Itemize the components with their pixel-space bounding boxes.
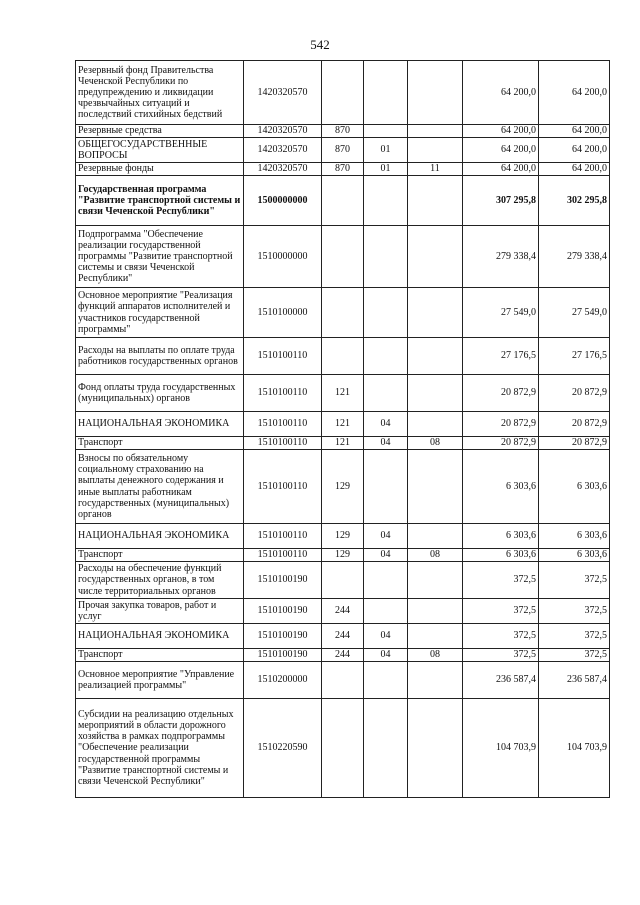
amount-year1-cell: 64 200,0 [463, 138, 539, 163]
section-cell [364, 61, 408, 125]
expense-type-cell [322, 699, 364, 798]
amount-year2-cell: 27 176,5 [539, 338, 610, 375]
expense-type-cell: 244 [322, 649, 364, 662]
section-cell [364, 338, 408, 375]
expense-name-cell: НАЦИОНАЛЬНАЯ ЭКОНОМИКА [76, 412, 244, 437]
table-row [76, 125, 610, 138]
table-row [76, 450, 610, 524]
expense-type-cell: 244 [322, 599, 364, 624]
subsection-cell [408, 662, 463, 699]
subsection-cell [408, 338, 463, 375]
section-cell [364, 226, 408, 288]
section-cell: 04 [364, 437, 408, 450]
section-cell [364, 450, 408, 524]
section-cell: 04 [364, 624, 408, 649]
table-row [76, 662, 610, 699]
target-code-cell: 1500000000 [244, 176, 322, 226]
target-code-cell: 1510100110 [244, 338, 322, 375]
amount-year1-cell: 6 303,6 [463, 549, 539, 562]
subsection-cell [408, 412, 463, 437]
amount-year1-cell: 372,5 [463, 624, 539, 649]
amount-year2-cell: 236 587,4 [539, 662, 610, 699]
table-row [76, 176, 610, 226]
section-cell: 01 [364, 163, 408, 176]
expense-name-cell: Резервный фонд Правительства Чеченской Республики по предупреждению и ликвидации чрезвычайных ситуаций и последствий стихийных бедствий [76, 61, 244, 125]
section-cell: 04 [364, 524, 408, 549]
expense-name-cell: Транспорт [76, 649, 244, 662]
amount-year1-cell: 372,5 [463, 599, 539, 624]
subsection-cell [408, 699, 463, 798]
expense-name-cell: Субсидии на реализацию отдельных мероприятий в области дорожного хозяйства в рамках подпрограммы "Обеспечение реализации государственной программы "Развитие транспортной системы и связи Чеченской Республики" [76, 699, 244, 798]
target-code-cell: 1510100190 [244, 562, 322, 599]
expense-name-cell: Резервные фонды [76, 163, 244, 176]
amount-year2-cell: 20 872,9 [539, 437, 610, 450]
subsection-cell [408, 138, 463, 163]
amount-year2-cell: 27 549,0 [539, 288, 610, 338]
expense-name-cell: Резервные средства [76, 125, 244, 138]
target-code-cell: 1420320570 [244, 125, 322, 138]
section-cell [364, 125, 408, 138]
table-row [76, 61, 610, 125]
amount-year1-cell: 372,5 [463, 562, 539, 599]
expense-name-cell: Основное мероприятие "Управление реализацией программы" [76, 662, 244, 699]
target-code-cell: 1510100110 [244, 549, 322, 562]
amount-year1-cell: 6 303,6 [463, 524, 539, 549]
amount-year2-cell: 6 303,6 [539, 524, 610, 549]
table-row [76, 138, 610, 163]
amount-year2-cell: 302 295,8 [539, 176, 610, 226]
expense-type-cell: 870 [322, 138, 364, 163]
expense-type-cell: 121 [322, 437, 364, 450]
expense-type-cell [322, 562, 364, 599]
target-code-cell: 1510100110 [244, 524, 322, 549]
budget-table [75, 60, 610, 798]
expense-type-cell [322, 338, 364, 375]
expense-name-cell: Взносы по обязательному социальному страхованию на выплаты денежного содержания и иные выплаты работникам государственных (муниципальных) органов [76, 450, 244, 524]
expense-name-cell: Расходы на обеспечение функций государственных органов, в том числе территориальных органов [76, 562, 244, 599]
table-row [76, 163, 610, 176]
subsection-cell [408, 624, 463, 649]
section-cell: 04 [364, 649, 408, 662]
target-code-cell: 1420320570 [244, 61, 322, 125]
section-cell [364, 699, 408, 798]
amount-year2-cell: 6 303,6 [539, 450, 610, 524]
target-code-cell: 1510000000 [244, 226, 322, 288]
target-code-cell: 1420320570 [244, 138, 322, 163]
target-code-cell: 1510100110 [244, 375, 322, 412]
expense-name-cell: НАЦИОНАЛЬНАЯ ЭКОНОМИКА [76, 524, 244, 549]
amount-year1-cell: 236 587,4 [463, 662, 539, 699]
target-code-cell: 1510100000 [244, 288, 322, 338]
table-row [76, 412, 610, 437]
amount-year1-cell: 64 200,0 [463, 61, 539, 125]
expense-name-cell: Государственная программа "Развитие транспортной системы и связи Чеченской Республики" [76, 176, 244, 226]
table-row [76, 226, 610, 288]
table-row [76, 288, 610, 338]
target-code-cell: 1510100110 [244, 437, 322, 450]
subsection-cell: 08 [408, 549, 463, 562]
subsection-cell [408, 288, 463, 338]
expense-name-cell: Основное мероприятие "Реализация функций аппаратов исполнителей и участников государственной программы" [76, 288, 244, 338]
amount-year2-cell: 372,5 [539, 599, 610, 624]
amount-year2-cell: 372,5 [539, 624, 610, 649]
subsection-cell [408, 562, 463, 599]
amount-year1-cell: 279 338,4 [463, 226, 539, 288]
expense-name-cell: Транспорт [76, 549, 244, 562]
subsection-cell [408, 125, 463, 138]
amount-year1-cell: 20 872,9 [463, 412, 539, 437]
expense-type-cell: 244 [322, 624, 364, 649]
expense-name-cell: Транспорт [76, 437, 244, 450]
table-row [76, 599, 610, 624]
expense-type-cell: 870 [322, 125, 364, 138]
amount-year2-cell: 6 303,6 [539, 549, 610, 562]
table-row [76, 649, 610, 662]
amount-year1-cell: 104 703,9 [463, 699, 539, 798]
target-code-cell: 1510220590 [244, 699, 322, 798]
budget-table-body [76, 61, 610, 798]
target-code-cell: 1510200000 [244, 662, 322, 699]
table-row [76, 562, 610, 599]
expense-name-cell: НАЦИОНАЛЬНАЯ ЭКОНОМИКА [76, 624, 244, 649]
subsection-cell: 08 [408, 437, 463, 450]
amount-year2-cell: 64 200,0 [539, 138, 610, 163]
expense-name-cell: Фонд оплаты труда государственных (муниципальных) органов [76, 375, 244, 412]
amount-year1-cell: 64 200,0 [463, 125, 539, 138]
section-cell: 01 [364, 138, 408, 163]
section-cell [364, 562, 408, 599]
expense-type-cell [322, 176, 364, 226]
amount-year1-cell: 6 303,6 [463, 450, 539, 524]
subsection-cell [408, 61, 463, 125]
page-number: 542 [310, 37, 330, 52]
section-cell [364, 375, 408, 412]
expense-name-cell: ОБЩЕГОСУДАРСТВЕННЫЕ ВОПРОСЫ [76, 138, 244, 163]
section-cell: 04 [364, 412, 408, 437]
table-row [76, 524, 610, 549]
section-cell: 04 [364, 549, 408, 562]
subsection-cell: 11 [408, 163, 463, 176]
expense-name-cell: Подпрограмма "Обеспечение реализации государственной программы "Развитие транспортной системы и связи Чеченской Республики" [76, 226, 244, 288]
target-code-cell: 1510100110 [244, 412, 322, 437]
expense-type-cell: 870 [322, 163, 364, 176]
table-row [76, 624, 610, 649]
amount-year1-cell: 20 872,9 [463, 375, 539, 412]
subsection-cell: 08 [408, 649, 463, 662]
amount-year2-cell: 104 703,9 [539, 699, 610, 798]
expense-type-cell [322, 226, 364, 288]
amount-year1-cell: 372,5 [463, 649, 539, 662]
expense-name-cell: Расходы на выплаты по оплате труда работников государственных органов [76, 338, 244, 375]
amount-year1-cell: 27 176,5 [463, 338, 539, 375]
section-cell [364, 176, 408, 226]
expense-type-cell [322, 288, 364, 338]
target-code-cell: 1510100190 [244, 599, 322, 624]
table-row [76, 699, 610, 798]
amount-year2-cell: 64 200,0 [539, 163, 610, 176]
subsection-cell [408, 226, 463, 288]
amount-year2-cell: 64 200,0 [539, 61, 610, 125]
amount-year2-cell: 20 872,9 [539, 375, 610, 412]
subsection-cell [408, 375, 463, 412]
table-row [76, 437, 610, 450]
amount-year1-cell: 64 200,0 [463, 163, 539, 176]
subsection-cell [408, 599, 463, 624]
target-code-cell: 1510100190 [244, 649, 322, 662]
section-cell [364, 662, 408, 699]
section-cell [364, 599, 408, 624]
section-cell [364, 288, 408, 338]
expense-name-cell: Прочая закупка товаров, работ и услуг [76, 599, 244, 624]
subsection-cell [408, 176, 463, 226]
amount-year2-cell: 20 872,9 [539, 412, 610, 437]
amount-year2-cell: 279 338,4 [539, 226, 610, 288]
amount-year1-cell: 20 872,9 [463, 437, 539, 450]
amount-year1-cell: 307 295,8 [463, 176, 539, 226]
amount-year2-cell: 372,5 [539, 649, 610, 662]
table-row [76, 549, 610, 562]
expense-type-cell [322, 662, 364, 699]
expense-type-cell: 129 [322, 524, 364, 549]
subsection-cell [408, 524, 463, 549]
amount-year2-cell: 64 200,0 [539, 125, 610, 138]
expense-type-cell: 129 [322, 450, 364, 524]
target-code-cell: 1510100190 [244, 624, 322, 649]
expense-type-cell: 121 [322, 375, 364, 412]
table-row [76, 338, 610, 375]
table-row [76, 375, 610, 412]
amount-year2-cell: 372,5 [539, 562, 610, 599]
amount-year1-cell: 27 549,0 [463, 288, 539, 338]
subsection-cell [408, 450, 463, 524]
target-code-cell: 1510100110 [244, 450, 322, 524]
expense-type-cell [322, 61, 364, 125]
expense-type-cell: 121 [322, 412, 364, 437]
expense-type-cell: 129 [322, 549, 364, 562]
target-code-cell: 1420320570 [244, 163, 322, 176]
